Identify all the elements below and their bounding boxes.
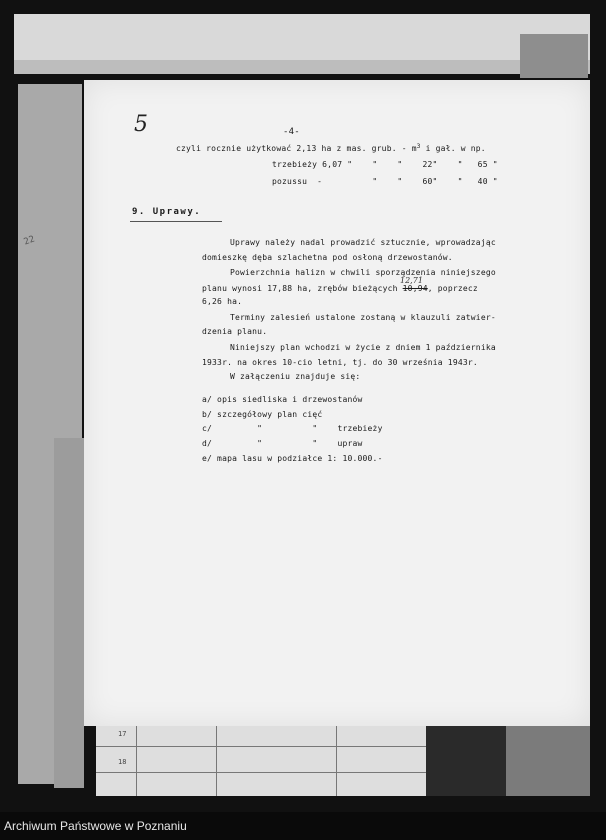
text-line: czyli rocznie użytkować 2,13 ha z mas. grub. - $m^3$ i gał. w np. (176, 143, 486, 153)
form-rule (96, 746, 426, 747)
paragraph-line: Uprawy należy nadal prowadzić sztucznie, wprowadzając (230, 238, 496, 247)
paragraph-line: 6,26 ha. (202, 297, 243, 306)
paragraph-line: planu wynosi 17,88 ha, zrębów bieżących 10,94, poprzecz (202, 284, 478, 293)
paragraph-line: dzenia planu. (202, 327, 268, 336)
paragraph-line: 1933r. na okres 10-cio letni, tj. do 30 września 1943r. (202, 358, 478, 367)
form-rule (136, 726, 137, 796)
margin-pencil-note: 22 (22, 234, 37, 248)
handwritten-correction: 12,71 (400, 276, 423, 285)
paragraph-line: Niniejszy plan wchodzi w życie z dniem 1 października (230, 343, 496, 352)
attachment-item: a/ opis siedliska i drzewostanów (202, 395, 363, 404)
attachment-item: e/ mapa lasu w podziałce 1: 10.000.- (202, 454, 383, 463)
top-sheet-band (14, 60, 590, 74)
margin-number: 5 (134, 112, 148, 137)
form-row-number: 17 (118, 730, 127, 738)
section-heading: 9. Uprawy. (132, 207, 202, 217)
form-rule (336, 726, 337, 796)
paragraph-line: W załączeniu znajduje się: (230, 372, 361, 381)
top-tab (520, 34, 588, 78)
paragraph-line: Powierzchnia halizn w chwili sporządzenia niniejszego (230, 268, 496, 277)
archive-label: Archiwum Państwowe w Poznaniu (4, 819, 187, 833)
paragraph-line: Terminy zalesień ustalone zostaną w klauzuli zatwier- (230, 313, 496, 322)
text-line: trzebieży 6,07 " " " 22" " 65 " (272, 160, 498, 169)
attachment-item: b/ szczegółowy plan cięć (202, 410, 323, 419)
underlying-form-sheet (96, 726, 426, 796)
paragraph-line: domieszkę dęba szlachetna pod osłoną drzewostanów. (202, 253, 453, 262)
top-sheet-edge (14, 14, 590, 74)
attachment-item: d/ " " upraw (202, 439, 363, 448)
attachment-item: c/ " " trzebieży (202, 424, 383, 433)
page-number: -4- (283, 127, 300, 137)
underlying-form-right (506, 726, 590, 796)
text-line: pozussu - " " 60" " 40 " (272, 177, 498, 186)
heading-underline (130, 221, 222, 222)
left-page-edge-lower (54, 438, 84, 788)
form-rule (216, 726, 217, 796)
form-rule (96, 772, 426, 773)
footer-bar (0, 812, 606, 840)
form-row-number: 18 (118, 758, 127, 766)
underlying-form-dark (426, 726, 506, 796)
